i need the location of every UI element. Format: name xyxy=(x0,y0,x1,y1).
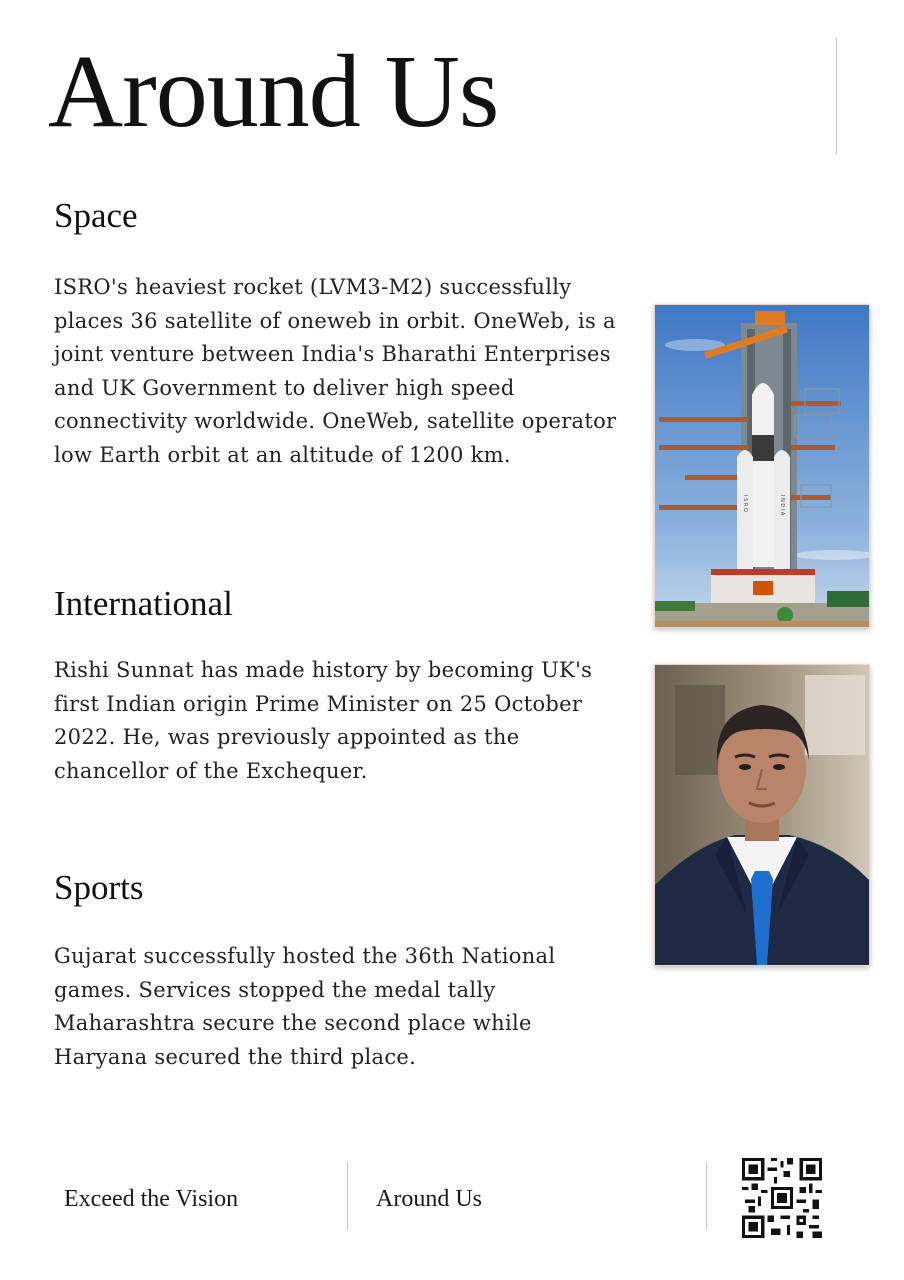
section-heading-space: Space xyxy=(54,196,138,235)
portrait-photo xyxy=(654,664,870,966)
footer-divider-left xyxy=(347,1162,348,1230)
section-heading-international: International xyxy=(54,584,233,623)
qr-code-icon[interactable] xyxy=(742,1158,822,1238)
rocket-icon xyxy=(655,305,869,627)
section-body-sports: Gujarat successfully hosted the 36th National games. Services stopped the medal tally Maharashtra secure the second place while Haryana secured the third place. xyxy=(54,944,556,1069)
rocket-label-isro: I S R O xyxy=(742,495,748,512)
portrait-icon xyxy=(655,665,869,965)
footer-section-title: Around Us xyxy=(376,1186,482,1212)
page-title: Around Us xyxy=(48,34,499,149)
footer-tagline: Exceed the Vision xyxy=(64,1186,239,1212)
section-heading-sports: Sports xyxy=(54,868,144,907)
rocket-launch-photo xyxy=(654,304,870,628)
section-body-space: ISRO's heaviest rocket (LVM3-M2) successfully places 36 satellite of oneweb in orbit. OneWeb, is a joint venture between India's Bharathi Enterprises and UK Government to deliver high speed connectivity worldwide. OneWeb, satellite operator low Earth orbit at an altitude of 1200 km. xyxy=(54,275,617,467)
section-body-international: Rishi Sunnat has made history by becoming UK's first Indian origin Prime Minister on 25 October 2022. He, was previously appointed as the chancellor of the Exchequer. xyxy=(54,658,593,783)
header-divider xyxy=(836,38,837,154)
footer-divider-right xyxy=(706,1162,707,1230)
rocket-label-india: I N D I A xyxy=(779,495,785,516)
